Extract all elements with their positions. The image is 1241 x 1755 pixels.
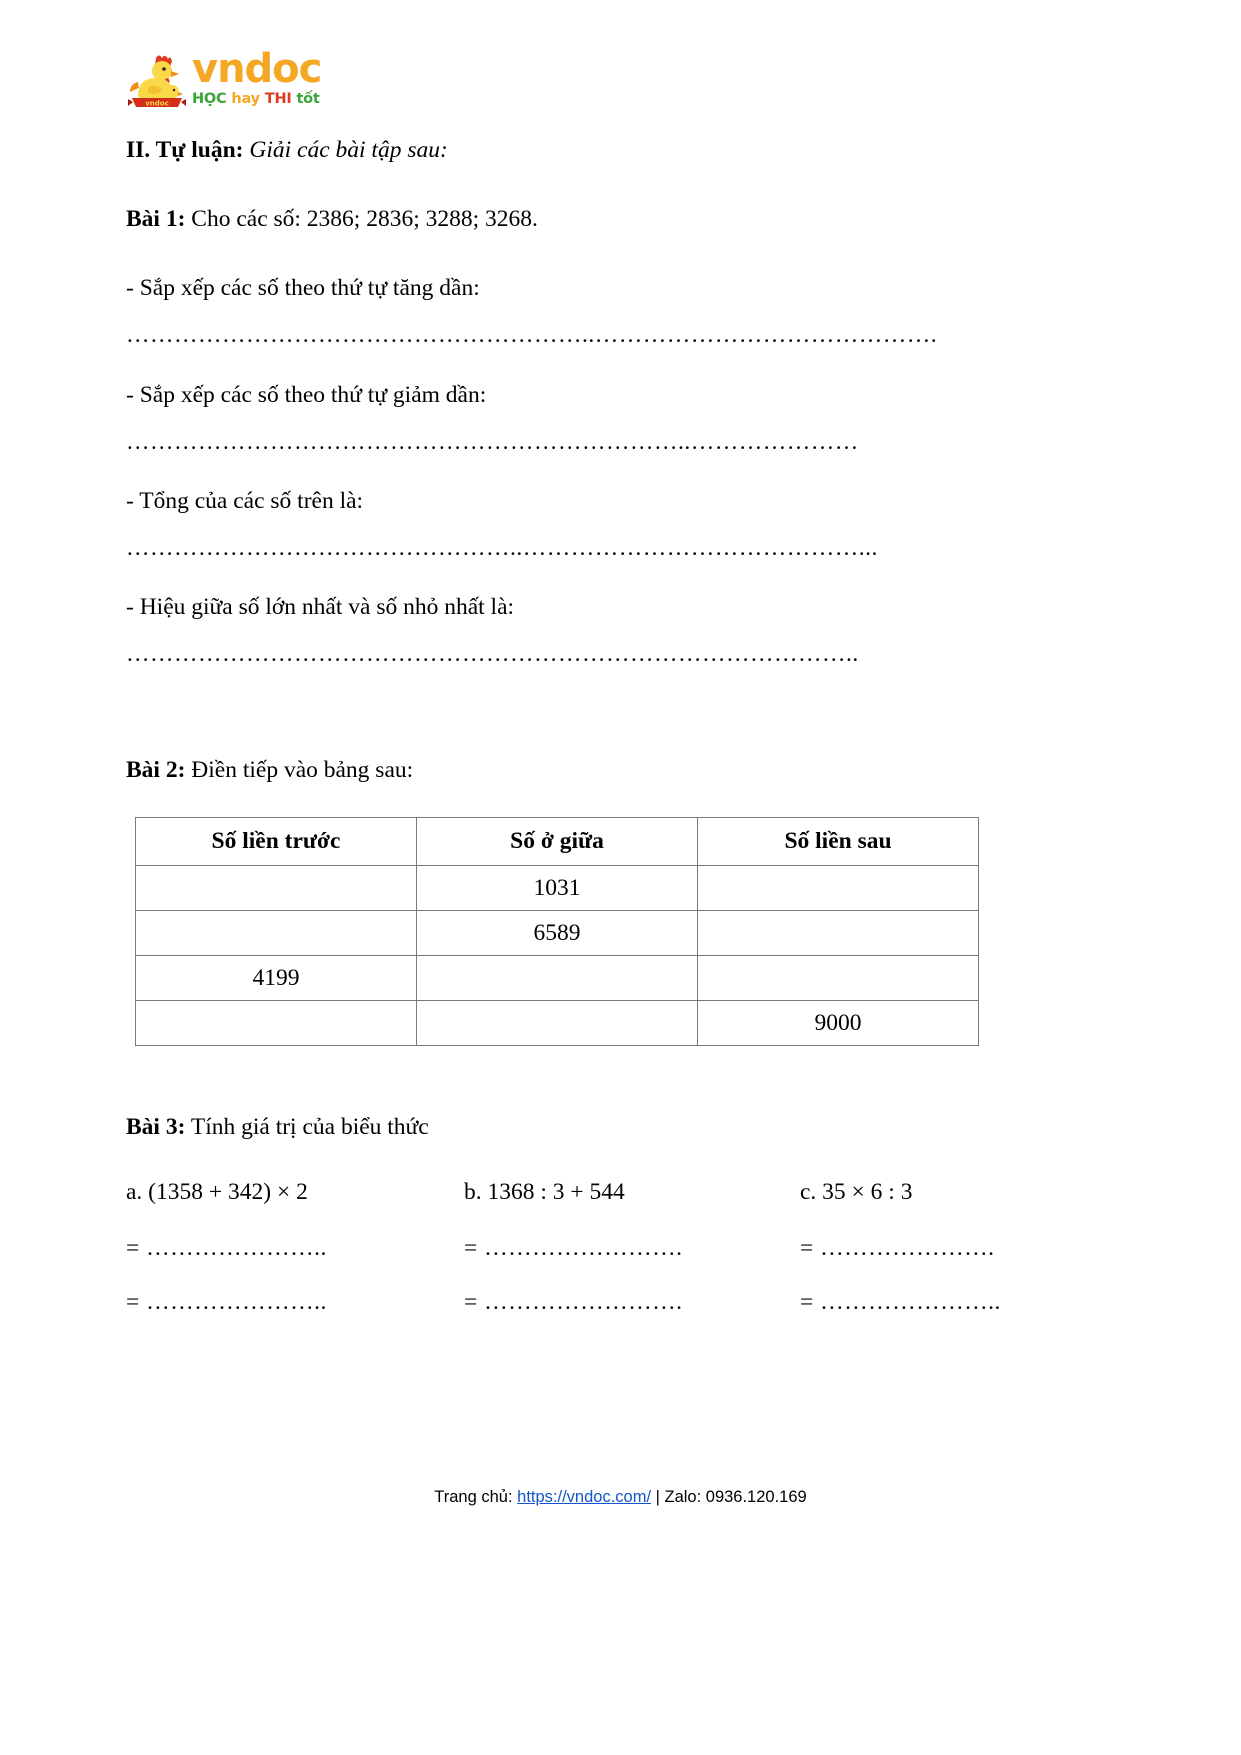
bai3-expr2-answer-line-1[interactable]: = …………………. xyxy=(800,1235,995,1261)
footer-prefix: Trang chủ: xyxy=(434,1488,518,1506)
bai1-heading xyxy=(126,204,538,234)
table-header-row xyxy=(136,818,979,866)
bai3-expr1-answer-line-1[interactable]: = ……………………. xyxy=(464,1235,683,1261)
table-header-cell-2: Số liền sau xyxy=(698,818,979,866)
svg-text:vndoc: vndoc xyxy=(145,99,169,108)
bai3-expr0-answer-line-1[interactable]: = ………………….. xyxy=(126,1235,327,1261)
section-heading-italic: Giải các bài tập sau: xyxy=(249,137,448,163)
bai1-item-0-text: - Sắp xếp các số theo thứ tự tăng dần: xyxy=(126,275,480,301)
logo-word: vndoc xyxy=(192,46,322,92)
bai2-label: Bài 2: xyxy=(126,757,186,783)
chicken-mascot-icon xyxy=(126,52,188,114)
bai3-expr2-answer-line-2[interactable]: = ………………….. xyxy=(800,1289,1001,1315)
bai1-item-2-answer-line[interactable]: …………………………………………..……………………………………... xyxy=(126,535,878,561)
bai1-item-3-answer-line[interactable]: ……………………………………………………………………………….. xyxy=(126,641,859,667)
table-cell[interactable] xyxy=(417,1001,698,1046)
table-cell[interactable]: 6589 xyxy=(417,911,698,956)
bai3-label: Bài 3: xyxy=(126,1114,186,1140)
bai3-expr0-answer-line-2[interactable]: = ………………….. xyxy=(126,1289,327,1315)
bai1-item-3-text: - Hiệu giữa số lớn nhất và số nhỏ nhất là: xyxy=(126,594,515,620)
bai3-heading xyxy=(126,1112,429,1142)
bai1-prompt: Cho các số: 2386; 2836; 3288; 3268. xyxy=(191,206,538,232)
bai2-prompt: Điền tiếp vào bảng sau: xyxy=(191,757,414,783)
section-heading xyxy=(126,135,448,165)
bai1-item-1-answer-line[interactable]: ……………………………………………………………..………………… xyxy=(126,429,859,455)
bai1-item-2-text: - Tổng của các số trên là: xyxy=(126,488,364,514)
table-cell[interactable]: 9000 xyxy=(698,1001,979,1046)
table-cell[interactable] xyxy=(136,911,417,956)
bai1-item-1-text: - Sắp xếp các số theo thứ tự giảm dần: xyxy=(126,382,487,408)
section-heading-bold: II. Tự luận: xyxy=(126,137,244,163)
logo-tagline xyxy=(192,91,422,107)
bai3-expression-0: a. (1358 + 342) × 2 xyxy=(126,1179,308,1205)
vndoc-logo xyxy=(126,46,426,114)
table-row xyxy=(136,911,979,956)
tagline-thi: THI xyxy=(264,91,292,107)
footer-suffix: | Zalo: 0936.120.169 xyxy=(651,1488,807,1506)
table-cell[interactable] xyxy=(698,866,979,911)
bai1-item-0-answer-line[interactable]: …………………………………………………..……………………………………. xyxy=(126,322,938,348)
table-row xyxy=(136,1001,979,1046)
bai3-expr1-answer-line-2[interactable]: = ……………………. xyxy=(464,1289,683,1315)
page-footer xyxy=(0,1488,1241,1507)
table-cell[interactable] xyxy=(136,866,417,911)
table-row xyxy=(136,956,979,1001)
bai3-prompt: Tính giá trị của biểu thức xyxy=(190,1114,429,1140)
bai2-heading xyxy=(126,755,413,785)
table-cell[interactable]: 1031 xyxy=(417,866,698,911)
bai1-label: Bài 1: xyxy=(126,206,186,232)
table-cell[interactable] xyxy=(698,911,979,956)
tagline-hoc: HỌC xyxy=(192,91,227,107)
table-row xyxy=(136,866,979,911)
footer-homepage-link[interactable]: https://vndoc.com/ xyxy=(517,1488,652,1506)
table-cell[interactable] xyxy=(136,1001,417,1046)
tagline-tot: tốt xyxy=(296,91,320,107)
table-cell[interactable]: 4199 xyxy=(136,956,417,1001)
table-cell[interactable] xyxy=(698,956,979,1001)
bai3-expression-1: b. 1368 : 3 + 544 xyxy=(464,1179,625,1205)
tagline-hay: hay xyxy=(231,91,260,107)
table-cell[interactable] xyxy=(417,956,698,1001)
bai3-expression-2: c. 35 × 6 : 3 xyxy=(800,1179,913,1205)
number-neighbors-table xyxy=(135,817,979,1046)
table-header-cell-0: Số liền trước xyxy=(136,818,417,866)
table-header-cell-1: Số ở giữa xyxy=(417,818,698,866)
logo-wordmark xyxy=(192,48,422,107)
